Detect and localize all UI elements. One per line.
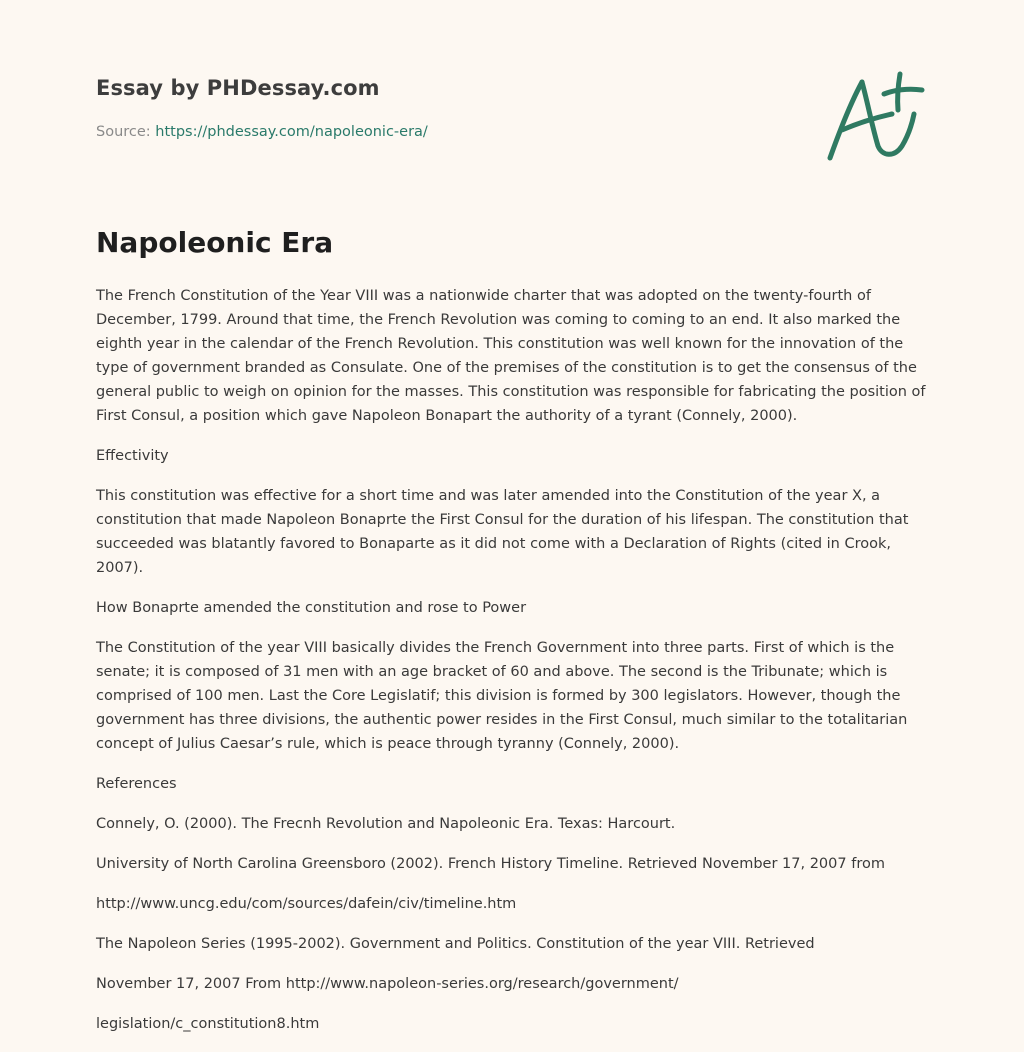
section-heading-effectivity: Effectivity: [96, 448, 169, 464]
source-line: [96, 124, 428, 140]
reference-item: legislation/c_constitution8.htm: [96, 1016, 320, 1032]
paragraph-intro: The French Constitution of the Year VIII was a nationwide charter that was adopted on the twenty-fourth of December, 1799. Around that time, the French Revolution was coming to coming to an end. It also marked the eighth year in the calendar of the French Revolution. This constitution was well known for the innovation of the type of government branded as Consulate. One of the premises of the constitution is to get the consensus of the general public to weigh on opinion for the masses. This constitution was responsible for fabricating the position of First Consul, a position which gave Napoleon Bonapart the authority of a tyrant (Connely, 2000).: [96, 288, 926, 424]
reference-item: Connely, O. (2000). The Frecnh Revolution and Napoleonic Era. Texas: Harcourt.: [96, 816, 676, 832]
paragraph-effectivity: This constitution was effective for a short time and was later amended into the Constitution of the year X, a constitution that made Napoleon Bonaprte the First Consul for the duration of his lifespan. The constitution that succeeded was blatantly favored to Bonaparte as it did not come with a Declaration of Rights (cited in Crook, 2007).: [96, 488, 909, 576]
reference-item: November 17, 2007 From http://www.napoleon-series.org/research/government/: [96, 976, 679, 992]
section-heading-references: References: [96, 776, 177, 792]
a-plus-grade-icon: [822, 68, 930, 166]
reference-item: University of North Carolina Greensboro (2002). French History Timeline. Retrieved November 17, 2007 from: [96, 856, 885, 872]
source-link[interactable]: https://phdessay.com/napoleonic-era/: [155, 124, 428, 140]
source-label: Source:: [96, 124, 156, 140]
reference-item: http://www.uncg.edu/com/sources/dafein/civ/timeline.htm: [96, 896, 517, 912]
section-heading-power: How Bonaprte amended the constitution and rose to Power: [96, 600, 527, 616]
paragraph-power: The Constitution of the year VIII basically divides the French Government into three parts. First of which is the senate; it is composed of 31 men with an age bracket of 60 and above. The second is the Tribunate; which is comprised of 100 men. Last the Core Legislatif; this division is formed by 300 legislators. However, though the government has three divisions, the authentic power resides in the First Consul, much similar to the totalitarian concept of Julius Caesar’s rule, which is peace through tyranny (Connely, 2000).: [96, 640, 908, 752]
essay-title: Napoleonic Era: [96, 226, 334, 259]
site-title: Essay by PHDessay.com: [96, 76, 380, 100]
essay-body: [96, 284, 930, 1052]
reference-item: The Napoleon Series (1995-2002). Government and Politics. Constitution of the year VIII. Retrieved: [96, 936, 815, 952]
